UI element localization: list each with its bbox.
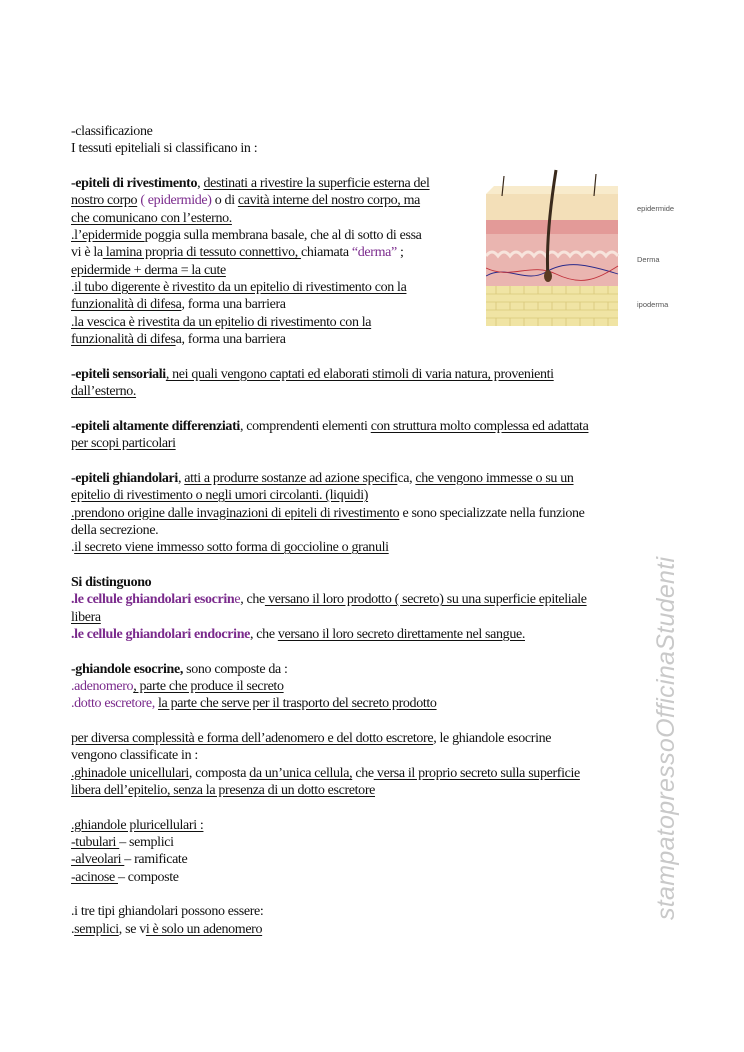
text-run: .l’epidermide: [71, 228, 145, 244]
text-run: chiamata: [301, 245, 352, 261]
dermis-layer: [486, 230, 618, 286]
text-run: -epiteli ghiandolari: [71, 470, 178, 486]
text-line: [71, 695, 671, 712]
text-run: .prendono origine dalle invaginazioni di epiteli di rivestimento: [71, 505, 400, 521]
text-line: [71, 817, 671, 834]
text-line: [71, 435, 671, 452]
text-run: ,: [197, 176, 204, 192]
text-run: libera: [71, 609, 101, 625]
text-run: .ghinadole unicellulari: [71, 765, 189, 781]
text-run: , che: [240, 592, 265, 608]
text-run: sono composte da :: [183, 661, 288, 677]
text-line: [71, 487, 671, 504]
blank-line: [71, 643, 671, 660]
text-run: versano il loro prodotto ( secreto) su una superficie epiteliale: [264, 592, 587, 608]
text-run: versano il loro secreto direttamente nel sangue.: [277, 626, 525, 642]
text-run: -ghiandole esocrine,: [71, 661, 183, 677]
label-epidermide: epidermide: [637, 204, 675, 213]
text-run: che vengono immesse o su un: [415, 470, 574, 486]
text-run: o di: [211, 193, 238, 209]
text-run: .: [71, 280, 75, 296]
text-run: .le cellule ghiandolari esocrin: [71, 592, 235, 608]
text-run: I tessuti epiteliali si classificano in :: [71, 141, 258, 157]
text-run: -epiteli sensoriali: [71, 366, 166, 382]
text-run: versa il proprio secreto sulla superficie: [373, 765, 580, 781]
text-line: [71, 522, 671, 539]
text-run: -epiteli altamente differenziati: [71, 418, 240, 434]
text-line: [71, 903, 671, 920]
text-line: [71, 609, 671, 626]
text-line: [71, 782, 671, 799]
text-run: a, forma una barriera: [175, 332, 286, 348]
text-run: destinati a rivestire la superficie esterna del: [203, 176, 430, 192]
text-line: [71, 470, 671, 487]
text-run: vengono classificate in :: [71, 748, 198, 764]
text-run: , parte che produce il secreto: [133, 679, 284, 694]
text-line: [71, 834, 671, 851]
text-run: il secreto viene immesso sotto forma di goccioline o granuli: [74, 540, 389, 556]
text-run: lamina propria di tessuto connettivo,: [102, 245, 302, 261]
blank-line: [71, 557, 671, 574]
text-run: poggia sulla membrana basale, che al di sotto di essa: [144, 228, 422, 244]
text-line: [71, 869, 671, 886]
text-run: i è solo un adenomero: [145, 921, 263, 937]
text-line: [71, 661, 671, 678]
text-run: .le cellule ghiandolari endocrine: [71, 626, 250, 642]
text-run: -alveolari: [71, 852, 125, 868]
text-run: -classificazione: [71, 124, 153, 139]
text-run: ;: [396, 245, 404, 261]
text-run: – ramificate: [124, 852, 188, 868]
text-run: funzionalità di difesa: [71, 297, 182, 313]
text-run: la parte che serve per il trasporto del secreto prodotto: [158, 696, 437, 712]
text-line: [71, 921, 671, 938]
text-run: della secrezione.: [71, 522, 159, 538]
text-run: – composte: [118, 869, 179, 885]
blank-line: [71, 401, 671, 418]
text-line: [71, 574, 671, 591]
text-run: ,: [177, 470, 185, 486]
text-run: ca,: [397, 470, 416, 486]
watermark: stampatopressoOfficinaStudenti: [652, 556, 680, 920]
text-line: [71, 591, 671, 608]
text-run: che: [352, 765, 374, 781]
text-run: , le ghiandole esocrine: [433, 731, 552, 747]
text-line: [71, 747, 671, 764]
text-run: vi è la: [71, 245, 103, 261]
text-run: e: [234, 592, 241, 608]
text-line: [71, 730, 671, 747]
label-derma: Derma: [637, 255, 660, 264]
text-line: [71, 366, 671, 383]
text-run: , composta: [188, 765, 250, 781]
text-run: – semplici: [119, 835, 174, 851]
text-run: atti a produrre sostanze ad azione specifi: [184, 470, 398, 486]
text-run: funzionalità di difes: [71, 332, 176, 348]
blank-line: [71, 713, 671, 730]
text-run: dall’esterno.: [71, 384, 137, 400]
text-line: [71, 539, 671, 556]
text-run: -acinose: [71, 869, 118, 885]
text-run: .adenomero: [71, 679, 134, 694]
text-run: epitelio di rivestimento o negli umori circolanti. (liquidi): [71, 488, 369, 504]
text-run: .i tre tipi ghiandolari possono essere:: [71, 904, 264, 920]
text-run: nostro corpo: [71, 193, 138, 209]
text-run: .: [71, 540, 75, 556]
text-run: , comprendenti elementi: [239, 418, 371, 434]
blank-line: [71, 453, 671, 470]
text-line: [71, 418, 671, 435]
text-line: [71, 626, 671, 643]
text-line: [71, 123, 671, 140]
text-run: “derma”: [351, 245, 397, 261]
text-run: epidermide + derma = la cute: [71, 262, 226, 278]
text-line: [71, 331, 671, 348]
text-line: [71, 765, 671, 782]
text-run: ( epidermide): [137, 193, 212, 209]
label-ipoderma: ipoderma: [637, 300, 669, 309]
skin-layers-illustration: [486, 168, 620, 330]
blank-line: [71, 799, 671, 816]
text-line: [71, 383, 671, 400]
text-line: [71, 505, 671, 522]
text-run: .dotto escretore,: [71, 696, 155, 712]
text-run: cavità interne del nostro corpo, ma: [237, 193, 421, 209]
text-run: , nei quali vengono captati ed elaborati stimoli di varia natura, provenienti: [165, 366, 554, 382]
text-run: il tubo digerente è rivestito da un epitelio di rivestimento con la: [74, 280, 407, 296]
text-run: che comunicano con l’esterno.: [71, 210, 232, 226]
text-run: -epiteli di rivestimento: [71, 176, 198, 192]
text-run: -tubulari: [71, 835, 120, 851]
text-run: , se v: [118, 921, 146, 937]
text-run: .ghiandole pluricellulari :: [71, 817, 204, 833]
text-run: e sono specializzate nella funzione: [399, 505, 585, 521]
blank-line: [71, 886, 671, 903]
text-run: per diversa complessità e forma dell’adenomero e del dotto escretore: [71, 731, 434, 747]
text-line: [71, 851, 671, 868]
text-line: [71, 678, 671, 695]
text-run: per scopi particolari: [71, 436, 176, 452]
text-run: , che: [250, 626, 278, 642]
blank-line: [71, 348, 671, 365]
text-run: semplici: [74, 921, 119, 937]
text-run: .la vescica è rivestita da un epitelio di rivestimento con la: [71, 314, 372, 330]
text-run: , forma una barriera: [181, 297, 286, 313]
text-run: libera dell’epitelio, senza la presenza di un dotto escretore: [71, 783, 376, 799]
text-run: .: [71, 921, 75, 937]
text-run: con struttura molto complessa ed adattata: [370, 418, 589, 434]
text-run: da un’unica cellula,: [249, 765, 353, 781]
text-run: Si distinguono: [71, 574, 152, 590]
text-line: [71, 140, 671, 157]
